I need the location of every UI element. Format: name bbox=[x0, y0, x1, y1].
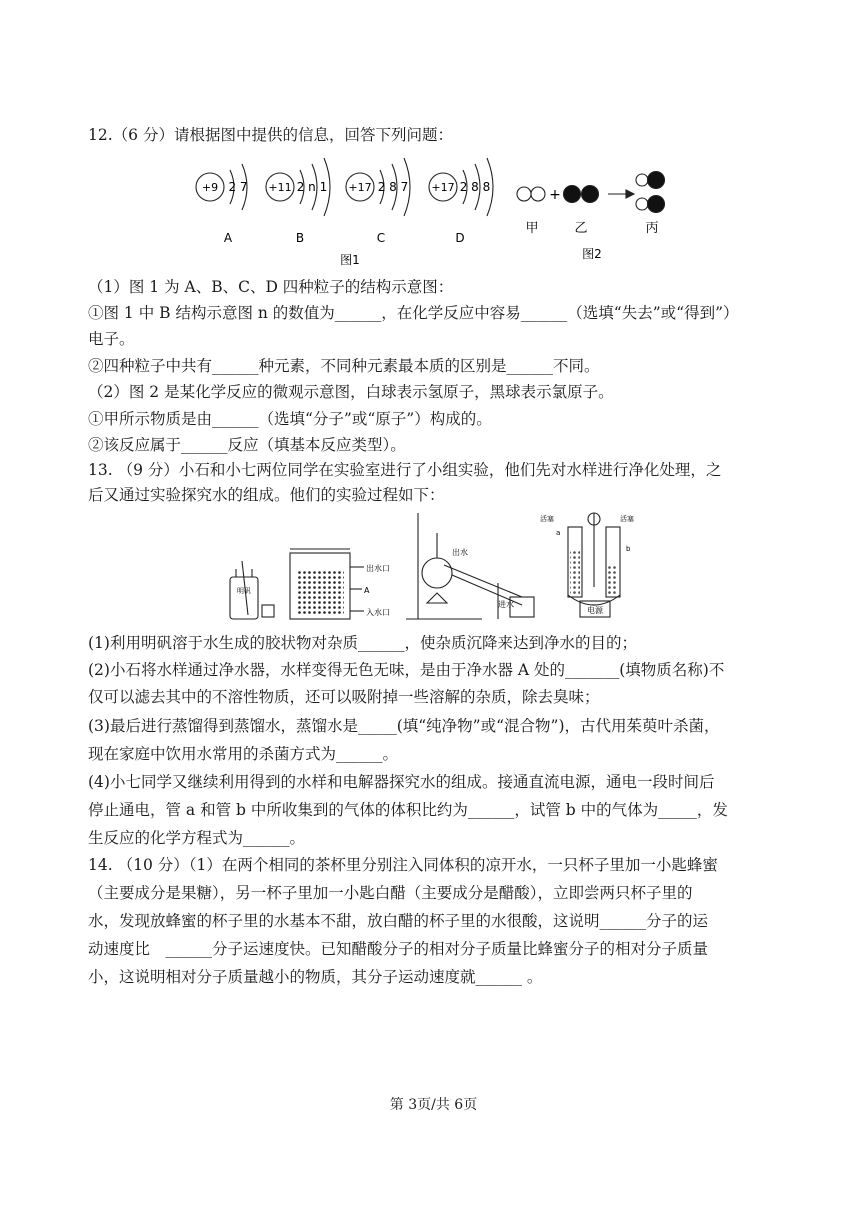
plus-sign: + bbox=[549, 187, 561, 203]
q12-line-3: 电子。 bbox=[88, 330, 135, 348]
q14-line-4: 动速度比 ______分子运速度快。已知醋酸分子的相对分子质量比蜂蜜分子的相对分子质量 bbox=[88, 940, 709, 958]
figure-1-caption: 图1 bbox=[340, 253, 360, 267]
q14-line-5: 小，这说明相对分子质量越小的物质，其分子运动速度就______ 。 bbox=[88, 968, 543, 986]
label-piston-right: 活塞 bbox=[620, 515, 634, 523]
q12-line-4: ②四种粒子中共有______种元素，不同种元素最本质的区别是______不同。 bbox=[88, 357, 600, 375]
label-piston-left: 活塞 bbox=[540, 515, 554, 523]
label-yi: 乙 bbox=[574, 221, 588, 236]
page-footer: 第 3页/共 6页 bbox=[389, 1097, 478, 1113]
q13-line-2: (2)小石将水样通过净水器，水样变得无色无味，是由于净水器 A 处的_______(填物质名称)不 bbox=[88, 661, 725, 679]
q13-intro-1: 13. （9 分）小石和小七两位同学在实验室进行了小组实验，他们先对水样进行净化处理，之 bbox=[88, 461, 722, 479]
q12-line-6: ①甲所示物质是由______（选填“分子”或“原子”）构成的。 bbox=[88, 410, 492, 428]
atom-D-label: D bbox=[455, 231, 465, 245]
label-bing: 丙 bbox=[645, 221, 659, 236]
q12-line-1: （1）图 1 为 A、B、C、D 四种粒子的结构示意图： bbox=[88, 278, 454, 296]
q13-line-1: (1)利用明矾溶于水生成的胶状物对杂质______，使杂质沉降来达到净水的目的； bbox=[88, 634, 637, 652]
q12-line-7: ②该反应属于______反应（填基本反应类型）。 bbox=[88, 436, 406, 454]
q13-line-5: 现在家庭中饮用水常用的杀菌方式为______。 bbox=[88, 745, 399, 763]
label-tube-b: b bbox=[626, 545, 631, 553]
q14-line-2: （主要成分是果糖），另一杯子里加一小匙白醋（主要成分是醋酸），立即尝两只杯子里的 bbox=[88, 884, 693, 902]
q13-line-4: (3)最后进行蒸馏得到蒸馏水，蒸馏水是_____(填“纯净物”或“混合物”)，古代用茱萸叶杀菌， bbox=[88, 717, 720, 735]
q12-line-2: ①图 1 中 B 结构示意图 n 的数值为______，在化学反应中容易______（选填“失去”或“得到”） bbox=[88, 304, 739, 322]
figure-2-reaction bbox=[512, 160, 682, 264]
q13-line-8: 生反应的化学方程式为______。 bbox=[88, 829, 306, 847]
atom-C-label: C bbox=[376, 231, 386, 245]
label-water-in: 进水 bbox=[498, 600, 514, 609]
figure-2-caption: 图2 bbox=[582, 247, 602, 261]
atom-A-nucleus: +9 bbox=[201, 181, 219, 194]
atom-A-label: A bbox=[223, 231, 233, 245]
label-power: 电源 bbox=[587, 606, 603, 615]
q13-line-7: 停止通电，管 a 和管 b 中所收集到的气体的体积比约为______，试管 b 中的气体为_____，发 bbox=[88, 801, 728, 819]
q12-line-5: （2）图 2 是某化学反应的微观示意图，白球表示氢原子，黑球表示氯原子。 bbox=[88, 383, 614, 401]
q13-line-3: 仅可以滤去其中的不溶性物质，还可以吸附掉一些溶解的杂质，除去臭味； bbox=[88, 688, 600, 706]
label-water-out: 出水 bbox=[452, 548, 468, 557]
figure-water-experiments bbox=[222, 505, 662, 627]
q14-line-1: 14. （10 分）（1）在两个相同的茶杯里分别注入同体积的凉开水，一只杯子里加一小匙蜂蜜 bbox=[88, 856, 718, 874]
q13-line-6: (4)小七同学又继续利用得到的水样和电解器探究水的组成。接通直流电源，通电一段时间后 bbox=[88, 773, 715, 791]
atom-C-nucleus: +17 bbox=[348, 181, 372, 194]
atom-C-shells: 2 8 7 bbox=[377, 180, 409, 194]
label-alum: 明矾 bbox=[237, 587, 251, 595]
q12-header: 12.（6 分）请根据图中提供的信息，回答下列问题： bbox=[88, 126, 453, 144]
figure-1-atomic-structures bbox=[190, 150, 510, 268]
label-outlet: 出水口 bbox=[366, 564, 390, 573]
label-tube-a: a bbox=[556, 529, 561, 537]
q13-intro-2: 后又通过实验探究水的组成。他们的实验过程如下： bbox=[88, 486, 445, 504]
label-A: A bbox=[364, 586, 370, 595]
atom-B-shells: 2 n 1 bbox=[296, 180, 328, 194]
atom-B-nucleus: +11 bbox=[268, 181, 292, 194]
atom-D-shells: 2 8 8 bbox=[459, 180, 491, 194]
atom-D-nucleus: +17 bbox=[431, 181, 455, 194]
label-jia: 甲 bbox=[525, 221, 539, 236]
atom-A-shells: 2 7 bbox=[228, 180, 248, 194]
atom-B-label: B bbox=[295, 231, 305, 245]
label-inlet: 入水口 bbox=[366, 608, 390, 617]
q14-line-3: 水，发现放蜂蜜的杯子里的水基本不甜，放白醋的杯子里的水很酸，这说明______分子的运 bbox=[88, 912, 709, 930]
